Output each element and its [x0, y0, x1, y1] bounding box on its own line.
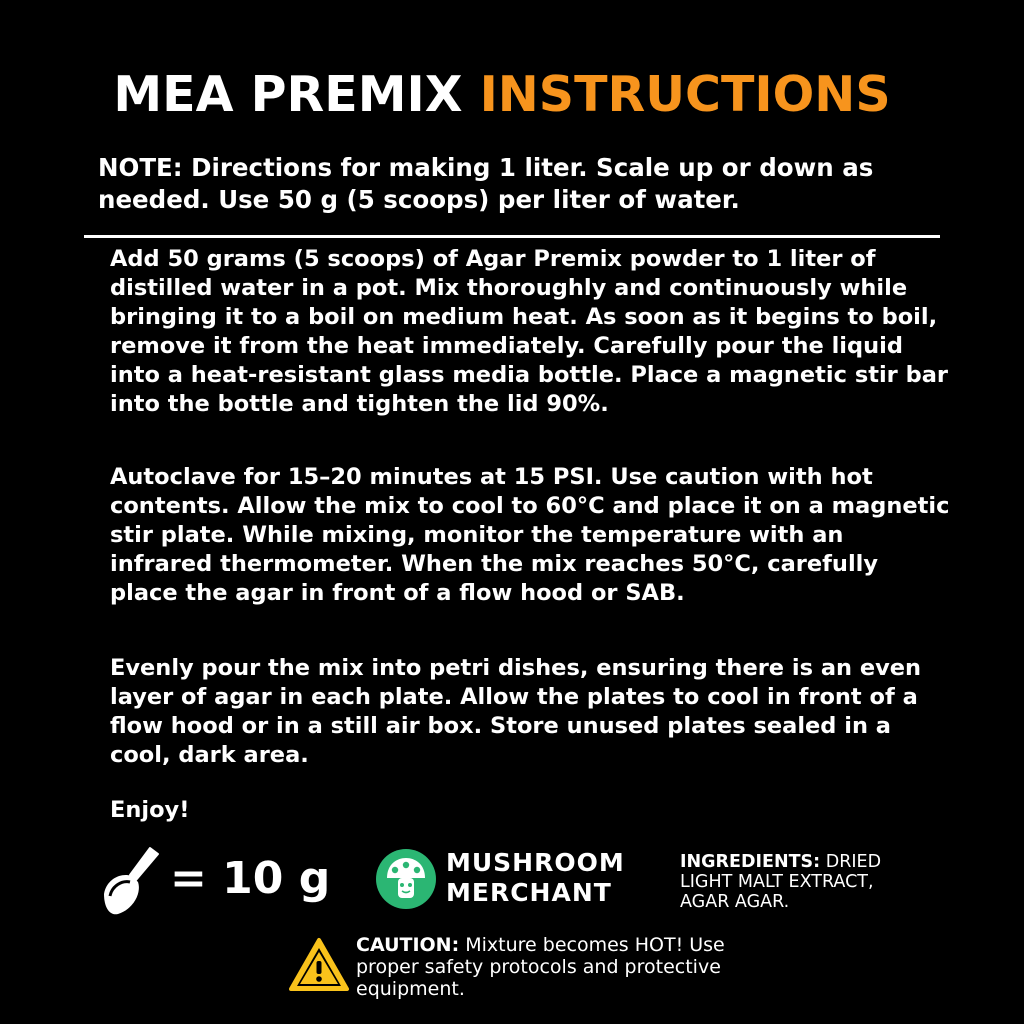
brand-line2: MERCHANT: [446, 878, 612, 907]
ingredients-label: INGREDIENTS:: [680, 852, 821, 872]
ingredients-text: DRIED LIGHT MALT EXTRACT, AGAR AGAR.: [680, 852, 882, 912]
caution-block: [356, 934, 776, 1000]
enjoy-text: Enjoy!: [110, 797, 190, 823]
caution-text: Mixture becomes HOT! Use proper safety protocols and protective equipment.: [356, 934, 725, 1000]
scoop-measure: [98, 840, 331, 920]
scoop-icon: [98, 840, 178, 920]
brand-name: [446, 848, 625, 908]
brand-line1: MUSHROOM: [446, 848, 625, 877]
step-mix-paragraph: Add 50 grams (5 scoops) of Agar Premix powder to 1 liter of distilled water in a pot. Mix thoroughly and continuously while bringing it to a boil on medium heat. As soon as it begins to boil, remove it from the heat immediately. Carefully pour the liquid into a heat-resistant glass media bottle. Place a magnetic stir bar into the bottle and tighten the lid 90%.: [110, 246, 948, 417]
warning-icon: [288, 937, 350, 993]
ingredients-block: [680, 852, 910, 912]
step-pour-paragraph: Evenly pour the mix into petri dishes, ensuring there is an even layer of agar in each plate. Allow the plates to cool in front of a flow hood or in a still air box. Store unused plates sealed in a cool, dark area.: [110, 655, 922, 768]
note-text: NOTE: Directions for making 1 liter. Scale up or down as needed. Use 50 g (5 scoops) per liter of water.: [98, 153, 874, 214]
mushroom-logo-icon: [375, 848, 437, 910]
step-autoclave-paragraph: Autoclave for 15–20 minutes at 15 PSI. Use caution with hot contents. Allow the mix to cool to 60°C and place it on a magnetic stir plate. While mixing, monitor the temperature with an infrared thermometer. When the mix reaches 50°C, carefully place the agar in front of a flow hood or SAB.: [110, 464, 950, 606]
title-main: MEA PREMIX: [113, 66, 463, 123]
divider: [84, 235, 940, 238]
caution-label: CAUTION:: [356, 934, 460, 956]
page-title: [0, 66, 1004, 123]
title-accent: INSTRUCTIONS: [479, 66, 891, 123]
scoop-weight: = 10 g: [170, 853, 331, 904]
